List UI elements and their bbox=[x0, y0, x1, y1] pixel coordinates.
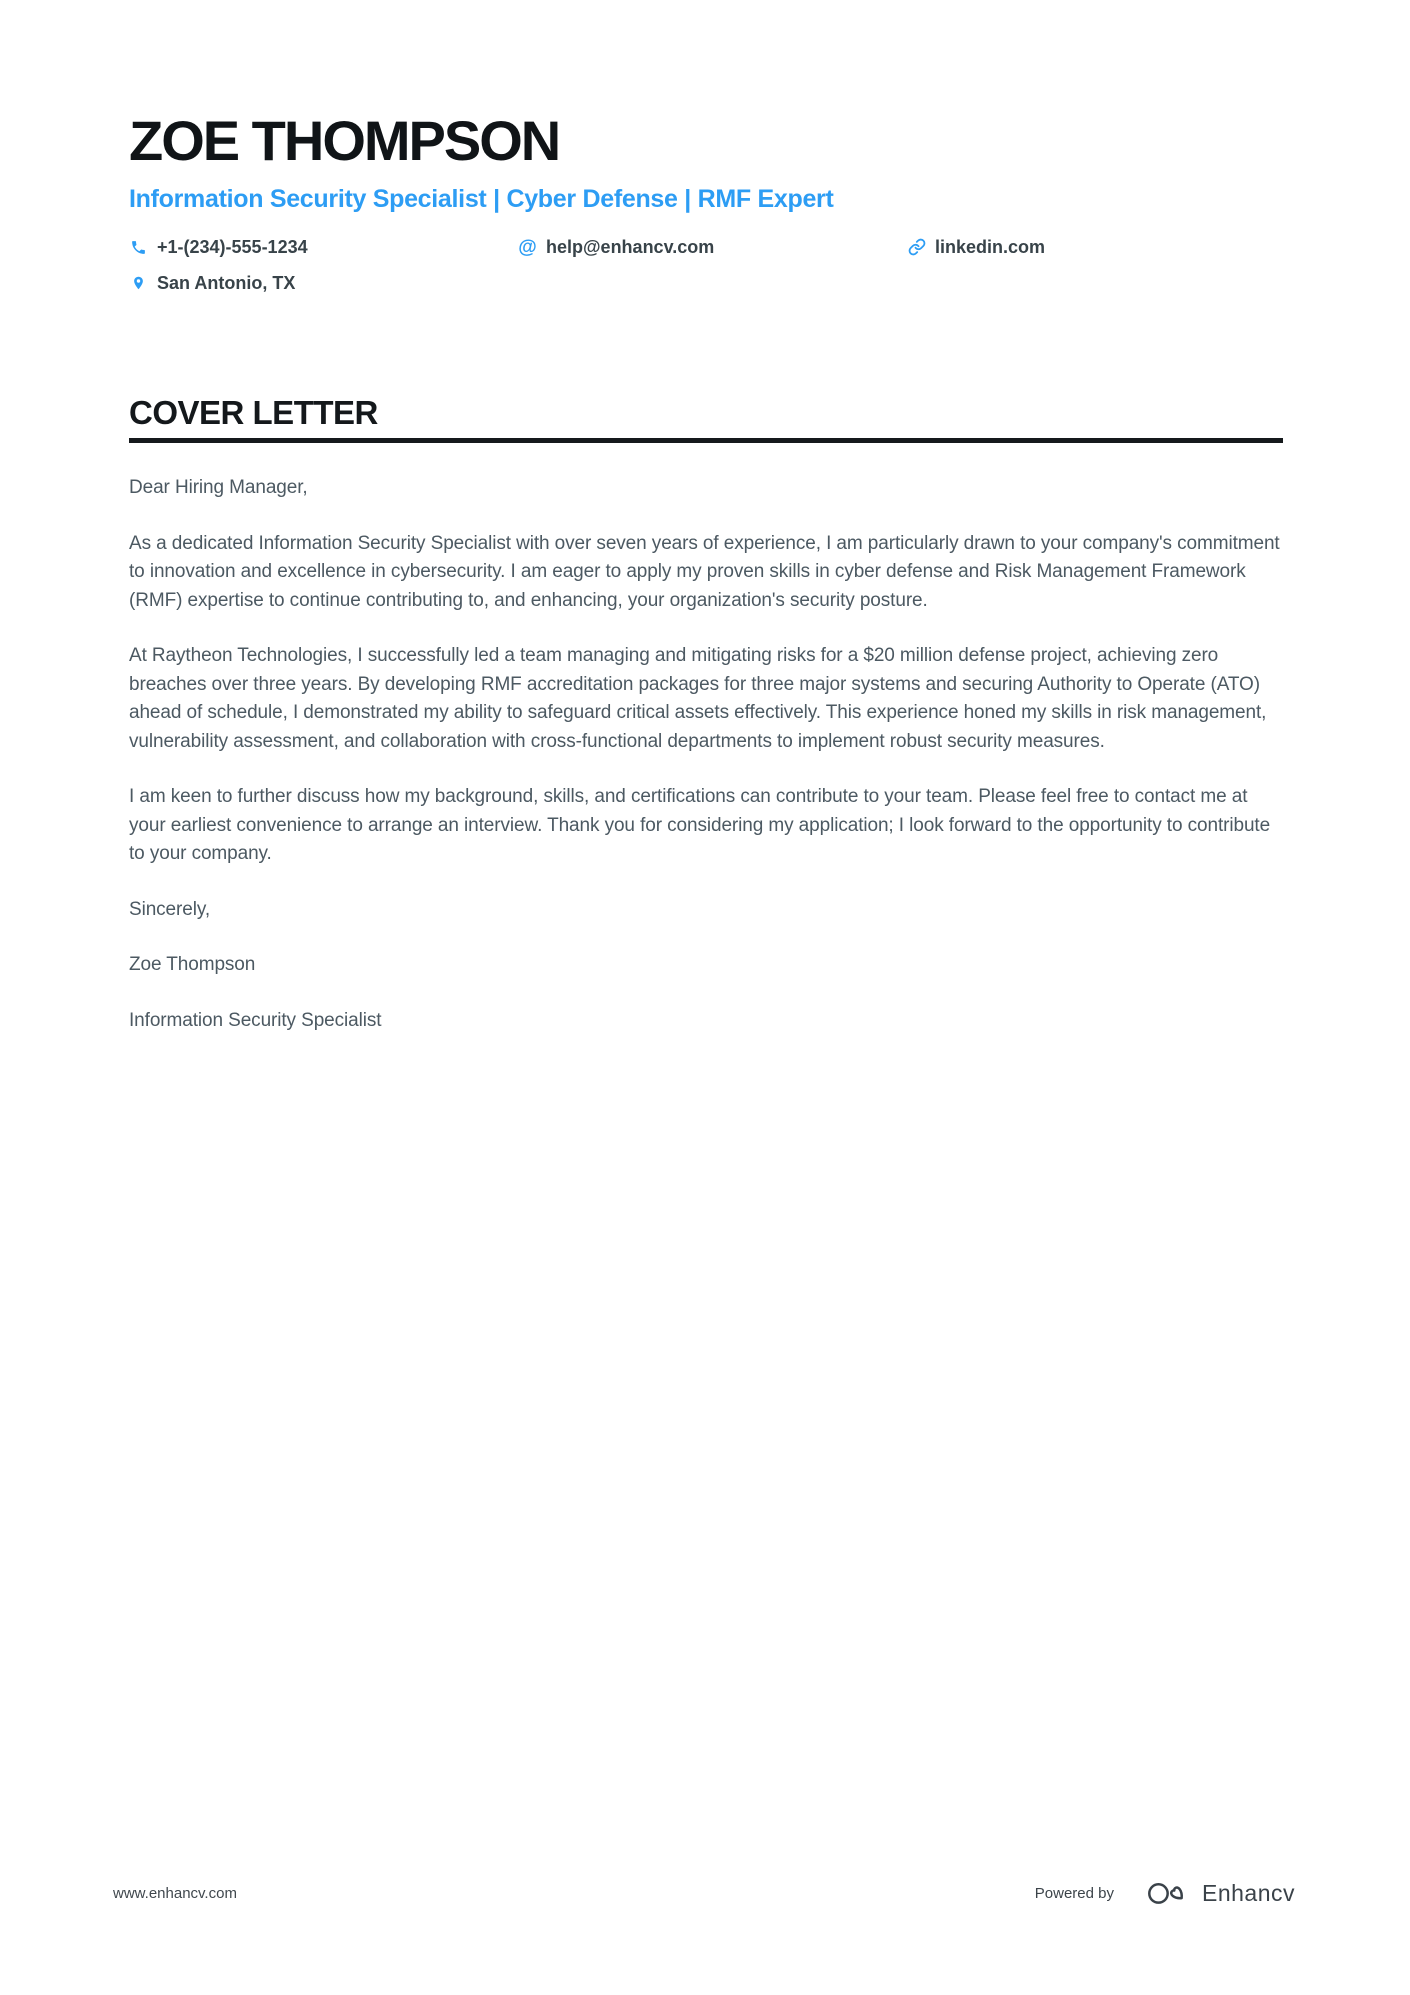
contact-linkedin[interactable] bbox=[907, 234, 1283, 260]
signature-name: Zoe Thompson bbox=[129, 954, 256, 976]
letter-greeting: Dear Hiring Manager, bbox=[129, 477, 308, 499]
letter-paragraph: I am keen to further discuss how my background, skills, and certifications can contribute to your team. Please feel free to contact me at your earliest convenience to arrange an interview. Thank you for considering my application; I look forward to the opportunity to contribute to your company. bbox=[129, 786, 1271, 865]
page-footer bbox=[113, 1876, 1295, 1910]
enhancv-wordmark: Enhancv bbox=[1201, 1879, 1295, 1906]
powered-by-enhancv[interactable] bbox=[1035, 1878, 1295, 1908]
contact-email-text: help@enhancv.com bbox=[546, 237, 715, 258]
letter-paragraph: As a dedicated Information Security Specialist with over seven years of experience, I am particularly drawn to your company's commitment to innovation and excellence in cybersecurity. I am eager to apply my proven skills in cyber defense and Risk Management Framework (RMF) expertise to continue contributing to, and enhancing, your organization's security posture. bbox=[129, 532, 1280, 611]
location-pin-icon bbox=[129, 274, 148, 293]
contact-linkedin-text: linkedin.com bbox=[935, 237, 1046, 258]
contact-location bbox=[129, 270, 518, 296]
link-icon bbox=[907, 238, 926, 257]
letter-closing: Sincerely, bbox=[129, 898, 211, 920]
at-icon: @ bbox=[518, 236, 537, 258]
contact-phone[interactable] bbox=[129, 234, 518, 260]
contact-location-text: San Antonio, TX bbox=[157, 273, 296, 294]
signature-role: Information Security Specialist bbox=[129, 1009, 382, 1031]
phone-icon bbox=[129, 238, 148, 257]
section-heading: COVER LETTER bbox=[129, 395, 1283, 443]
letter-header bbox=[129, 109, 1283, 296]
contact-phone-text: +1-(234)-555-1234 bbox=[157, 237, 308, 258]
letter-body bbox=[129, 474, 1283, 1035]
candidate-name: ZOE THOMPSON bbox=[129, 109, 560, 172]
contact-email[interactable] bbox=[518, 234, 907, 260]
enhancv-logo-icon bbox=[1147, 1878, 1191, 1908]
powered-by-label: Powered by bbox=[1034, 1884, 1114, 1902]
contact-info bbox=[129, 234, 1283, 296]
candidate-job-title: Information Security Specialist | Cyber Defense | RMF Expert bbox=[129, 184, 834, 213]
letter-paragraph: At Raytheon Technologies, I successfully led a team managing and mitigating risks for a $20 million defense project, achieving zero breaches over three years. By developing RMF accreditation packages for three major systems and securing Authority to Operate (ATO) ahead of schedule, I demonstrated my ability to safeguard critical assets effectively. This experience honed my skills in risk management, vulnerability assessment, and collaboration with cross-functional departments to implement robust security measures. bbox=[129, 645, 1267, 752]
footer-website-link[interactable]: www.enhancv.com bbox=[113, 1884, 237, 1902]
cover-letter-section bbox=[129, 395, 1283, 1035]
